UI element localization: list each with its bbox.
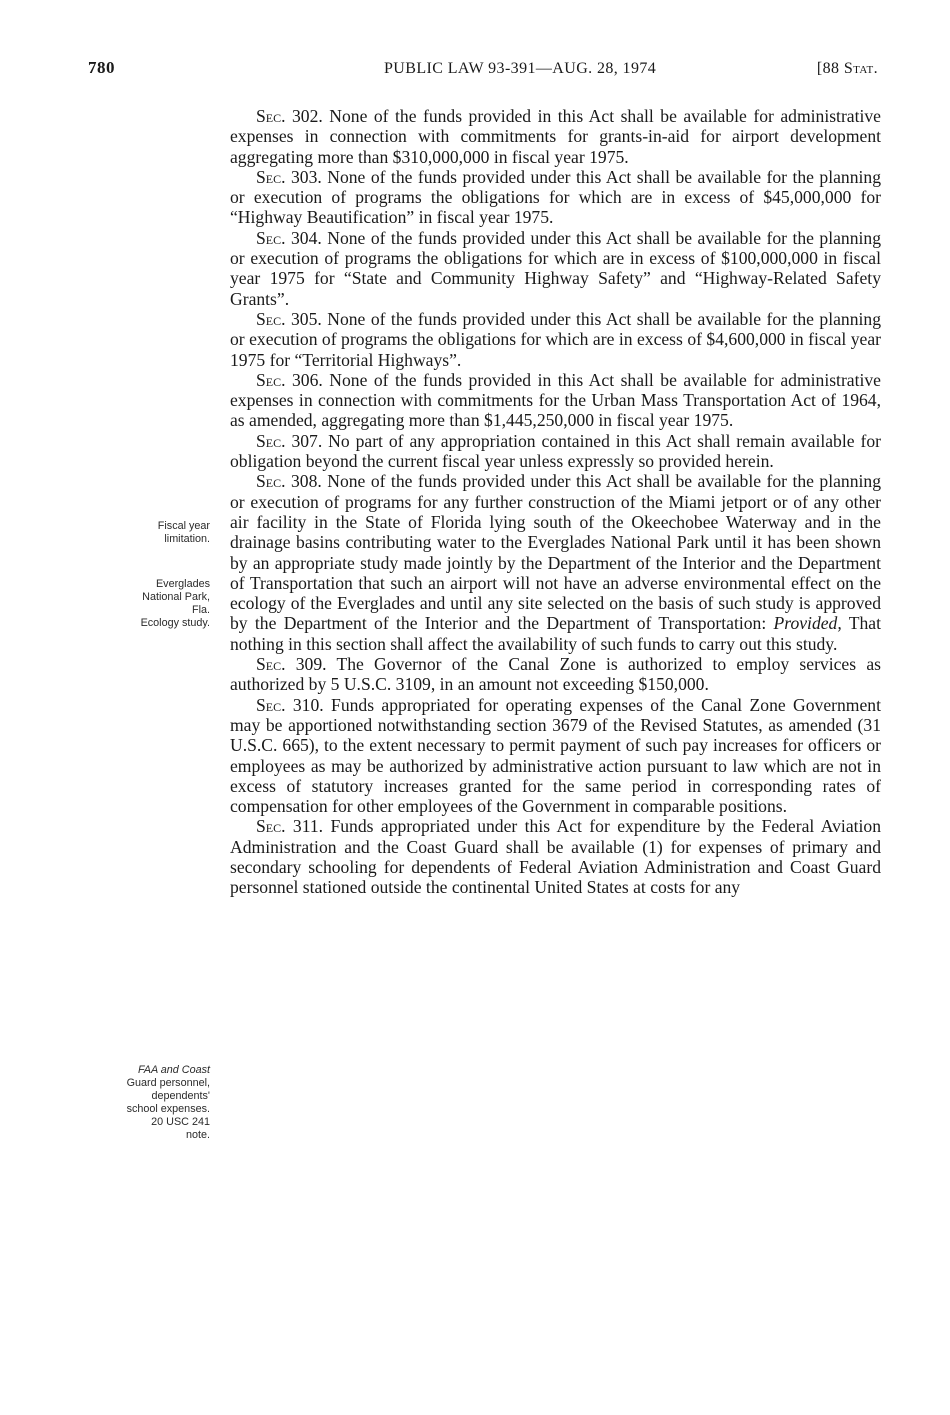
section-label: Sec. 306. (256, 369, 323, 390)
section-text: Funds appropriated under this Act for expenditure by the Federal Aviation Administration and the Coast Guard shall be available (1) for expenses of primary and secondary schooling for dependents of Federal Aviation Administration and Coast Guard personnel stationed outside the continental United States at costs for any (230, 816, 881, 898)
page-number: 780 (88, 58, 115, 77)
margin-note-line: Everglades (155, 578, 210, 590)
section-label: Sec. 304. (256, 227, 322, 248)
section-310 (230, 695, 881, 817)
section-label: Sec. 310. (256, 694, 324, 715)
margin-note-line: 20 USC 241 (151, 1116, 210, 1128)
statute-reference (817, 60, 878, 78)
section-307 (230, 431, 881, 472)
section-309 (230, 654, 881, 695)
statute-volume: [88 (816, 60, 840, 77)
section-label: Sec. 305. (256, 308, 322, 329)
section-label: Sec. 309. (256, 654, 327, 675)
section-label: Sec. 307. (256, 430, 323, 451)
margin-note-line: note. (185, 1129, 210, 1141)
margin-note-fiscal-year (82, 520, 210, 546)
margin-note-line: dependents' (151, 1090, 210, 1102)
margin-note-line: Fla. (192, 604, 210, 616)
margin-note-line: FAA and Coast (137, 1064, 210, 1076)
header-title: PUBLIC LAW 93-391—AUG. 28, 1974 (384, 60, 657, 77)
section-label: Sec. 302. (256, 106, 323, 126)
section-label: Sec. 311. (256, 816, 324, 837)
margin-note-everglades (82, 578, 210, 630)
margin-note-line: National Park, (142, 591, 210, 603)
running-header (88, 58, 878, 84)
statute-word: Stat. (843, 60, 878, 77)
margin-note-faa-coast-guard (82, 1064, 210, 1142)
proviso-word: Provided, (773, 613, 842, 634)
margin-note-line: school expenses. (126, 1103, 210, 1115)
margin-note-line: Fiscal year (157, 520, 210, 532)
section-311 (230, 816, 881, 897)
section-text-continued: That nothing in this section shall affect the availability of such funds to carry out this study. (230, 613, 881, 654)
section-text: None of the funds provided in this Act shall be available for administrative expenses in connection with commitments for grants-in-aid for airport development aggregating more than $310,000,000 in fiscal year 1975. (230, 106, 881, 167)
section-text: None of the funds provided under this Act shall be available for the planning or execution of programs for any further construction of the Miami jetport or of any other air facility in the State of Florida lying south of the Okeechobee Waterway and in the drainage basins contributing water to the Everglades National Park until it has been shown by an appropriate study made jointly by the Department of the Interior and the Department of Transportation that such an airport will not have an adverse environmental effect on the ecology of the Everglades and until any site selected on the basis of such study is approved by the Department of the Interior and the Department of Transportation: (230, 471, 881, 634)
body-text (230, 106, 881, 898)
section-308 (230, 471, 881, 654)
section-text: No part of any appropriation contained in this Act shall remain available for obligation beyond the current fiscal year unless expressly so provided herein. (230, 430, 881, 472)
section-text: Funds appropriated for operating expenses of the Canal Zone Government may be apportioned notwithstanding section 3679 of the Revised Statutes, as amended (31 U.S.C. 665), to the extent necessary to permit payment of such pay increases for officers or employees as may be authorized by administrative action pursuant to law which are not in excess of statutory increases granted for the same period in corresponding rates of compensation for other employees of the Government in comparable positions. (230, 694, 881, 817)
margin-note-line: limitation. (164, 533, 210, 545)
section-text: The Governor of the Canal Zone is authorized to employ services as authorized by 5 U.S.C. 3109, in an amount not exceeding $150,000. (230, 654, 881, 695)
section-text: None of the funds provided under this Act shall be available for the planning or execution of programs the obligations for which are in excess of $45,000,000 for “Highway Beautification” in fiscal year 1975. (230, 166, 881, 228)
section-label: Sec. 303. (256, 166, 322, 187)
section-text: None of the funds provided under this Act shall be available for the planning or execution of programs the obligations for which are in excess of $4,600,000 in fiscal year 1975 for “Territorial Highways”. (230, 308, 881, 370)
section-303 (230, 167, 881, 228)
section-text: None of the funds provided in this Act shall be available for administrative expenses in connection with commitments for the Urban Mass Transportation Act of 1964, as amended, aggregating more than $1,445,250,000 in fiscal year 1975. (230, 369, 881, 431)
section-text: None of the funds provided under this Act shall be available for the planning or execution of programs the obligations for which are in excess of $100,000,000 in fiscal year 1975 for “State and Community Highway Safety” and “Highway-Related Safety Grants”. (230, 227, 881, 309)
section-305 (230, 309, 881, 370)
section-302 (230, 106, 881, 167)
section-label: Sec. 308. (256, 471, 322, 492)
margin-note-line: Ecology study. (140, 617, 210, 629)
section-306 (230, 370, 881, 431)
section-304 (230, 228, 881, 309)
margin-note-line: Guard personnel, (126, 1077, 210, 1089)
